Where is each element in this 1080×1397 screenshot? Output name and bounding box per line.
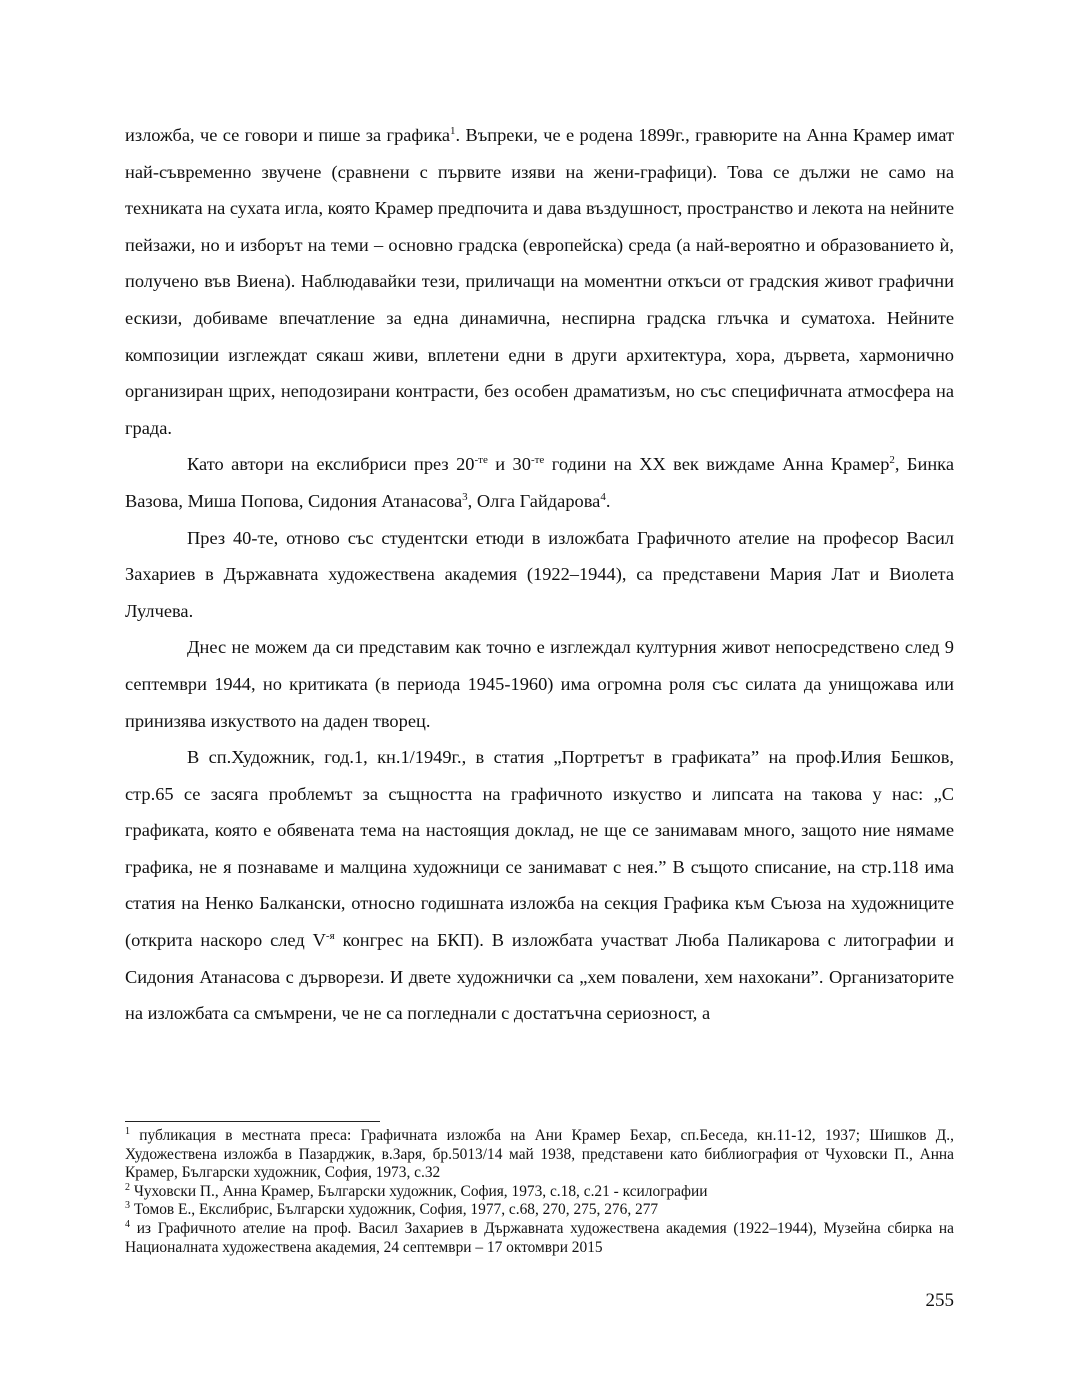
footnote-text: Чуховски П., Анна Крамер, Български художник, София, 1973, с.18, с.21 - ксилографии [130, 1182, 708, 1200]
footnote-reference: -я [325, 929, 335, 942]
footnote-separator [125, 1121, 380, 1122]
footnote-number: 1 [125, 1125, 130, 1137]
paragraph [125, 446, 954, 519]
footnotes [125, 1127, 954, 1257]
text-run: През 40-те, отново със студентски етюди в изложбата Графичното ателие на професор Васил Захариев в Държавната художествена академия (1922–1944), са представени Мария Лат и Виолета Лулчева. [125, 527, 954, 621]
footnote-number: 2 [125, 1181, 130, 1193]
footnote [125, 1183, 954, 1202]
footnote-reference: 3 [462, 490, 468, 503]
footnote-reference: 1 [450, 124, 456, 137]
footnote-reference: 2 [889, 454, 895, 467]
text-run: . [605, 490, 611, 511]
paragraph [125, 629, 954, 739]
body-text [125, 117, 954, 1032]
paragraph [125, 520, 954, 630]
text-run: Като автори на екслибриси през 20 [187, 454, 475, 475]
footnote-text: из Графичното ателие на проф. Васил Захариев в Държавната художествена академия (1922–1944), Музейна сбирка на Националната художествена академия, 24 септември – 17 октомври 2015 [125, 1219, 954, 1256]
footnote-number: 3 [125, 1200, 130, 1212]
text-run: години на ХХ век виждаме Анна Крамер [544, 454, 890, 475]
footnote-reference: -те [474, 454, 488, 467]
paragraph [125, 117, 954, 446]
text-run: изложба, че се говори и пише за графика [125, 125, 451, 145]
text-run: . Въпреки, че е родена 1899г., гравюрите на Анна Крамер имат най-съвременно звучене (сравнени с първите изяви на жени-графици). Това се дължи не само на техниката на сухата игла, която Крамер предпочита и дава въздушност, пространство и лекота на нейните пейзажи, но и изборът на теми – основно градска (европейска) среда (а най-вероятно и образованието ѝ, получено във Виена). Наблюдавайки тези, приличащи на моментни откъси от градския живот графични ескизи, добиваме впечатление за една динамична, неспирна градска глъчка и суматоха. Нейните композиции изглеждат сякаш живи, вплетени едни в други архитектура, хора, дървета, хармонично организиран щрих, неподозирани контрасти, без особен драматизъм, но със специфичната атмосфера на града. [125, 125, 954, 438]
text-run: В сп.Художник, год.1, кн.1/1949г., в статия „Портретът в графиката” на проф.Илия Бешков, стр.65 се засяга проблемът за същността на графичното изкуство и липсата на такова у нас: „С графиката, която е обявената тема на настоящия доклад, не ще се занимавам много, защото ние нямаме графика, не я познаваме и малцина художници се занимават с нея.” В същото списание, на стр.118 има статия на Ненко Балкански, относно годишната изложба на секция Графика към Съюза на художниците (открита наскоро след V [125, 747, 954, 951]
text-run: , Бинка Вазова, Миша Попова, Сидония Атанасова [125, 454, 955, 511]
footnote-reference: 4 [600, 490, 606, 503]
text-run: , Олга Гайдарова [467, 490, 601, 511]
footnote [125, 1220, 954, 1257]
text-run: и 30 [487, 454, 531, 475]
footnote [125, 1127, 954, 1183]
footnote-number: 4 [125, 1218, 130, 1230]
paragraph [125, 739, 954, 1032]
text-run: Днес не можем да си представим как точно е изглеждал културния живот непосредствено след 9 септември 1944, но критиката (в периода 1945-1960) има огромна роля със силата да унищожава или принизява изкуството на даден творец. [125, 637, 954, 731]
footnote [125, 1201, 954, 1220]
footnote-text: Томов Е., Екслибрис, Български художник, София, 1977, с.68, 270, 275, 276, 277 [130, 1201, 659, 1219]
page-number: 255 [925, 1290, 954, 1311]
footnote-reference: -те [530, 454, 545, 467]
text-run: конгрес на БКП). В изложбата участват Люба Паликарова с литографии и Сидония Атанасова с дърворези. И двете художнички са „хем повалени, хем нахокани”. Организаторите на изложбата са смъмрени, че не са погледнали с достатъчна сериозност, а [125, 930, 954, 1024]
footnote-text: публикация в местната преса: Графичната изложба на Ани Крамер Бехар, сп.Беседа, кн.11-12, 1937; Шишков Д., Художествена изложба в Пазарджик, в.Заря, бр.5013/14 май 1938, представени като библиография от Чуховски П., Анна Крамер, Български художник, София, 1973, с.32 [125, 1127, 954, 1182]
